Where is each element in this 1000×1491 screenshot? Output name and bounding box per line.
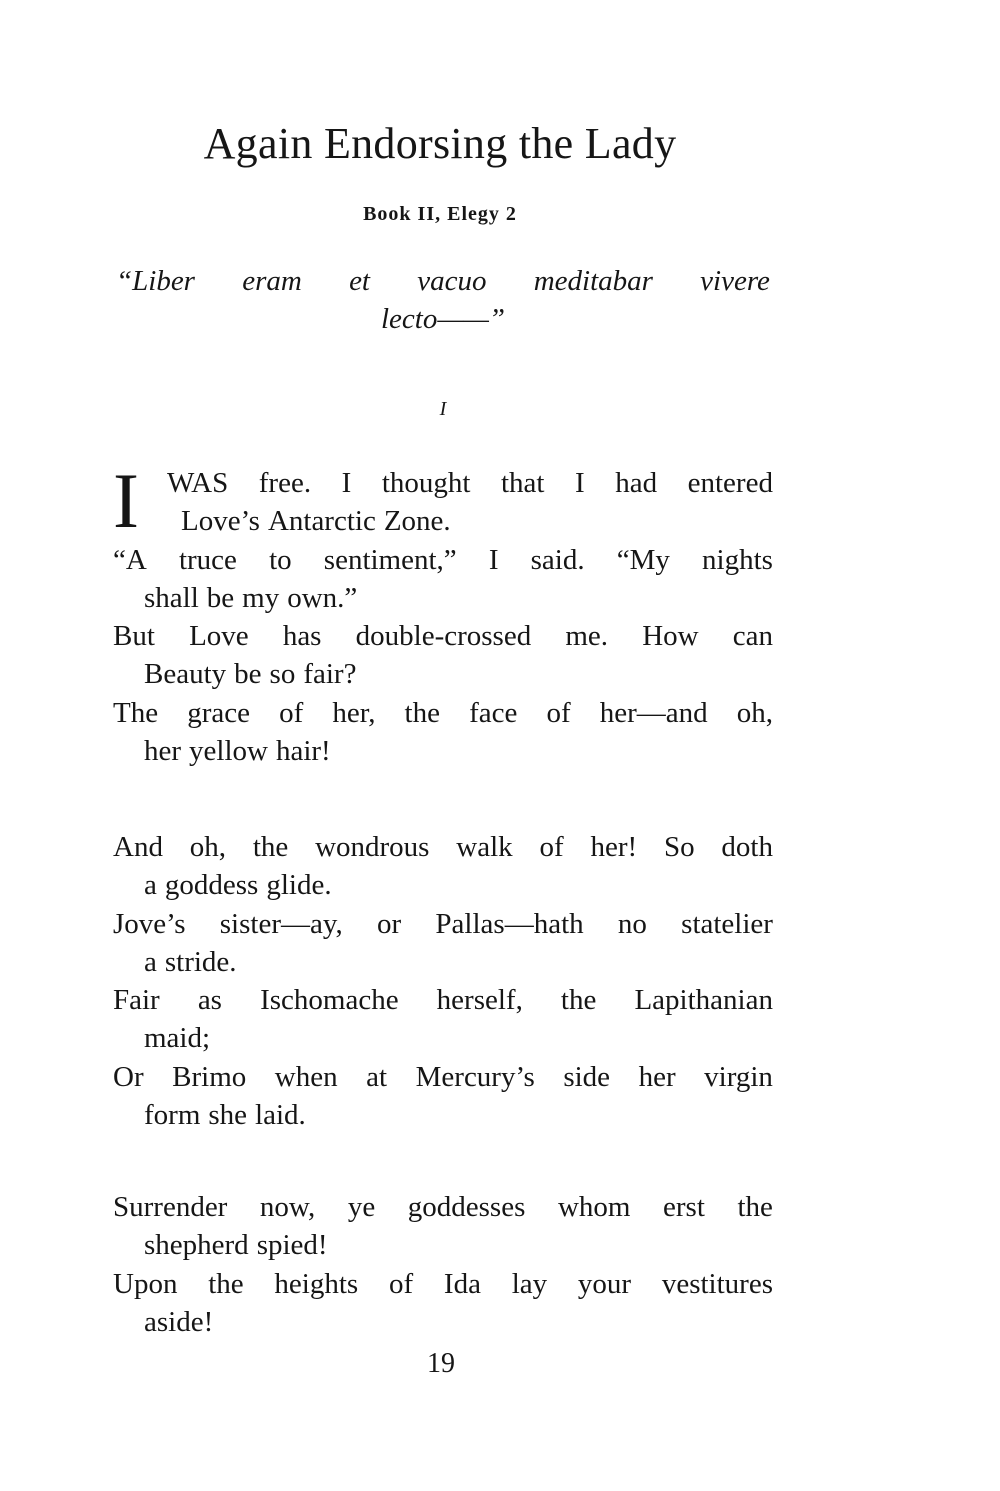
- verse-word: Lapithanian: [634, 984, 773, 1017]
- verse-word: I: [341, 467, 352, 499]
- verse-word: wondrous: [315, 831, 430, 863]
- epigraph-word: et: [349, 265, 370, 297]
- verse-word: to: [269, 543, 292, 576]
- verse-line: [113, 828, 773, 866]
- verse-word: grace: [187, 696, 250, 729]
- verse-line: [113, 1303, 773, 1341]
- verse-line: [113, 905, 773, 943]
- verse-word: the: [208, 1267, 244, 1300]
- verse-word: her!: [590, 831, 638, 863]
- verse-word: the: [252, 831, 289, 863]
- verse-word: the: [737, 1191, 773, 1223]
- verse-word: oh,: [736, 696, 773, 729]
- page-title: Again Endorsing the Lady: [203, 119, 677, 168]
- verse-word: fair?: [303, 658, 357, 691]
- section-number: I: [439, 398, 447, 420]
- verse-word: her—and: [599, 696, 708, 729]
- verse-word: So: [663, 831, 695, 863]
- verse-line: [113, 541, 773, 579]
- verse-word: of: [279, 696, 304, 729]
- epigraph-word: meditabar: [533, 265, 653, 297]
- verse-word: a: [144, 945, 157, 978]
- dropcap-block: [113, 457, 773, 544]
- epigraph-line-1: [116, 262, 770, 300]
- verse-word: Mercury’s: [415, 1060, 535, 1093]
- verse-word: the: [404, 696, 440, 729]
- verse-word: aside!: [144, 1305, 214, 1338]
- verse-line: [113, 1226, 773, 1264]
- verse-word: Zone.: [383, 505, 451, 538]
- verse-line: [113, 1265, 773, 1303]
- stanza-2: [113, 828, 773, 1134]
- verse-word: can: [732, 620, 773, 653]
- verse-word: truce: [178, 543, 237, 576]
- verse-word: The: [113, 696, 159, 729]
- verse-word: erst: [663, 1191, 705, 1223]
- verse-word: sentiment,”: [323, 543, 457, 576]
- verse-word: stride.: [164, 945, 237, 978]
- drop-cap-letter: I: [113, 457, 139, 544]
- verse-word: Beauty: [144, 658, 227, 691]
- verse-word: of: [546, 696, 571, 729]
- stanza-1: [113, 457, 773, 770]
- verse-word: spied!: [256, 1229, 328, 1262]
- verse-word: her: [638, 1060, 676, 1093]
- stanza-3: [113, 1188, 773, 1341]
- verse-word: whom: [557, 1191, 631, 1223]
- verse-word: free.: [258, 467, 312, 499]
- verse-word: vestitures: [661, 1267, 773, 1300]
- verse-word: form: [144, 1099, 201, 1132]
- verse-line: [113, 694, 773, 732]
- verse-word: walk: [456, 831, 513, 863]
- epigraph-word: eram: [242, 265, 302, 297]
- epigraph-line-2: lecto——”: [380, 303, 506, 335]
- verse-word: Or: [113, 1060, 144, 1093]
- verse-word: of: [539, 831, 564, 863]
- verse-word: her,: [332, 696, 376, 729]
- verse-word: “A: [113, 543, 147, 576]
- verse-word: And: [113, 831, 163, 863]
- epigraph-word: vacuo: [417, 265, 487, 297]
- verse-word: as: [197, 984, 222, 1017]
- verse-word: had: [615, 467, 658, 499]
- verse-word: thought: [381, 467, 471, 499]
- verse-word: I: [575, 467, 585, 499]
- elegy-subtitle: Book II, Elegy 2: [363, 203, 517, 225]
- verse-word: statelier: [681, 907, 773, 940]
- verse-word: glide.: [266, 869, 332, 902]
- verse-word: But: [113, 620, 155, 653]
- verse-word: oh,: [189, 831, 227, 863]
- verse-line: [113, 617, 773, 655]
- verse-word: shall: [144, 581, 199, 614]
- verse-word: her: [144, 735, 182, 768]
- verse-word: my: [242, 581, 280, 614]
- verse-word: side: [563, 1060, 611, 1093]
- verse-word: be: [206, 581, 235, 614]
- verse-word: a: [144, 869, 157, 902]
- verse-word: nights: [702, 543, 773, 576]
- verse-word: Pallas—hath: [435, 907, 584, 940]
- verse-word: lay: [511, 1267, 548, 1300]
- verse-word: said.: [530, 543, 585, 576]
- verse-word: has: [282, 620, 322, 653]
- verse-line: [113, 1019, 773, 1057]
- verse-word: own.”: [287, 581, 358, 614]
- verse-word: at: [366, 1060, 388, 1093]
- verse-word: Love: [189, 620, 249, 653]
- verse-word: Surrender: [113, 1191, 228, 1223]
- verse-word: Antarctic: [267, 505, 376, 538]
- verse-word: laid.: [255, 1099, 306, 1132]
- verse-word: Ida: [443, 1267, 481, 1300]
- verse-line: [113, 732, 773, 770]
- verse-word: heights: [274, 1267, 359, 1300]
- verse-line: [113, 1096, 773, 1134]
- verse-word: Fair: [113, 984, 160, 1017]
- verse-word: Upon: [113, 1267, 178, 1300]
- verse-word: WAS: [167, 467, 229, 499]
- verse-word: double-crossed: [355, 620, 532, 653]
- verse-line: [113, 981, 773, 1019]
- verse-word: hair!: [275, 735, 331, 768]
- verse-word: ye: [347, 1191, 376, 1223]
- epigraph-word: vivere: [700, 265, 770, 297]
- verse-word: maid;: [144, 1022, 211, 1055]
- page-number: 19: [427, 1348, 455, 1379]
- verse-line: [113, 943, 773, 981]
- verse-word: herself,: [436, 984, 523, 1017]
- verse-line: [113, 655, 773, 693]
- verse-word: doth: [721, 831, 773, 863]
- verse-word: shepherd: [144, 1229, 249, 1262]
- verse-word: so: [269, 658, 296, 691]
- verse-word: me.: [565, 620, 609, 653]
- verse-line: [113, 502, 773, 540]
- verse-word: I: [488, 543, 499, 576]
- verse-word: she: [208, 1099, 248, 1132]
- verse-line: [113, 866, 773, 904]
- verse-word: the: [560, 984, 597, 1017]
- verse-word: yellow: [189, 735, 268, 768]
- verse-word: now,: [259, 1191, 316, 1223]
- verse-word: be: [234, 658, 262, 691]
- epigraph-word: “Liber: [116, 265, 195, 297]
- verse-word: or: [376, 907, 402, 940]
- verse-word: Brimo: [172, 1060, 247, 1093]
- verse-word: goddess: [164, 869, 259, 902]
- verse-word: face: [469, 696, 518, 729]
- verse-word: Ischomache: [260, 984, 399, 1017]
- verse-word: goddesses: [407, 1191, 526, 1223]
- verse-line: [113, 464, 773, 502]
- verse-line: [113, 1058, 773, 1096]
- verse-word: when: [274, 1060, 338, 1093]
- verse-line: [113, 1188, 773, 1226]
- verse-word: virgin: [704, 1060, 773, 1093]
- verse-word: “My: [616, 543, 670, 576]
- latin-epigraph: [116, 262, 770, 338]
- verse-word: no: [617, 907, 647, 940]
- verse-line: [113, 579, 773, 617]
- verse-word: entered: [687, 467, 773, 499]
- verse-word: Love’s: [181, 505, 260, 538]
- verse-word: Jove’s: [113, 907, 186, 940]
- verse-word: sister—ay,: [219, 907, 343, 940]
- verse-word: How: [642, 620, 699, 653]
- verse-word: that: [500, 467, 545, 499]
- verse-word: of: [388, 1267, 414, 1300]
- verse-word: your: [577, 1267, 632, 1300]
